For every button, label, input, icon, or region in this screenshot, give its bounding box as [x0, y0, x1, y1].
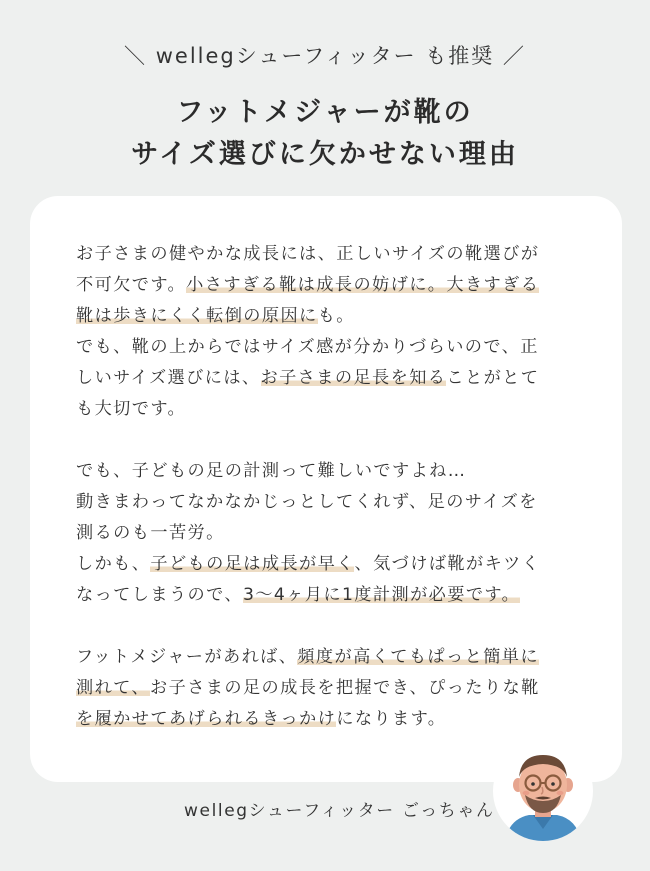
text-line: お子さまの健やかな成長には、正しいサイズの靴選びが — [76, 244, 540, 264]
page-title — [0, 92, 650, 176]
text-line: 動きまわってなかなかじっとしてくれず、足のサイズを — [76, 492, 538, 512]
text-line: でも、子どもの足の計測って難しいですよね… — [76, 461, 467, 481]
text-line: 測れて、お子さまの足の成長を把握でき、ぴったりな靴 — [76, 678, 540, 698]
text-line: でも、靴の上からではサイズ感が分かりづらいので、正 — [76, 337, 539, 357]
text-line: しいサイズ選びには、お子さまの足長を知ることがとて — [76, 368, 540, 388]
text-line: 不可欠です。小さすぎる靴は成長の妨げに。大きすぎる — [76, 275, 540, 295]
author-name: wellegシューフィッター ごっちゃん — [184, 801, 495, 821]
title-line-2: サイズ選びに欠かせない理由 — [131, 139, 519, 170]
text-line: フットメジャーがあれば、頻度が高くてもぱっと簡単に — [76, 647, 539, 667]
highlight: を履かせてあげられるきっかけ — [76, 709, 337, 729]
highlight: 3〜4ヶ月に1度計測が必要です。 — [242, 585, 521, 605]
paragraph-gap — [76, 425, 586, 456]
lead-text: ＼ wellegシューフィッター も推奨 ／ — [124, 44, 526, 68]
text-line: しかも、子どもの足は成長が早く、気づけば靴がキツく — [76, 554, 541, 574]
text-line: 測るのも一苦労。 — [76, 523, 225, 543]
body-text — [76, 239, 586, 735]
paragraph-gap — [76, 611, 586, 642]
highlight: 頻度が高くてもぱっと簡単に — [297, 647, 539, 667]
text-line: なってしまうので、3〜4ヶ月に1度計測が必要です。 — [76, 585, 521, 605]
text-line: 靴は歩きにくく転倒の原因にも。 — [76, 306, 355, 326]
text-line: を履かせてあげられるきっかけになります。 — [76, 709, 447, 729]
highlight: 小さすぎる靴は成長の妨げに。大きすぎる — [186, 275, 540, 295]
avatar-illustration — [493, 741, 593, 841]
highlight: 子どもの足は成長が早く — [150, 554, 355, 574]
highlight: 測れて、 — [76, 678, 151, 698]
title-line-1: フットメジャーが靴の — [176, 97, 474, 128]
highlight: お子さまの足長を知る — [260, 368, 447, 388]
avatar — [493, 741, 593, 841]
text-line: も大切です。 — [76, 399, 187, 419]
highlight: 靴は歩きにくく転倒の原因に — [76, 306, 318, 326]
